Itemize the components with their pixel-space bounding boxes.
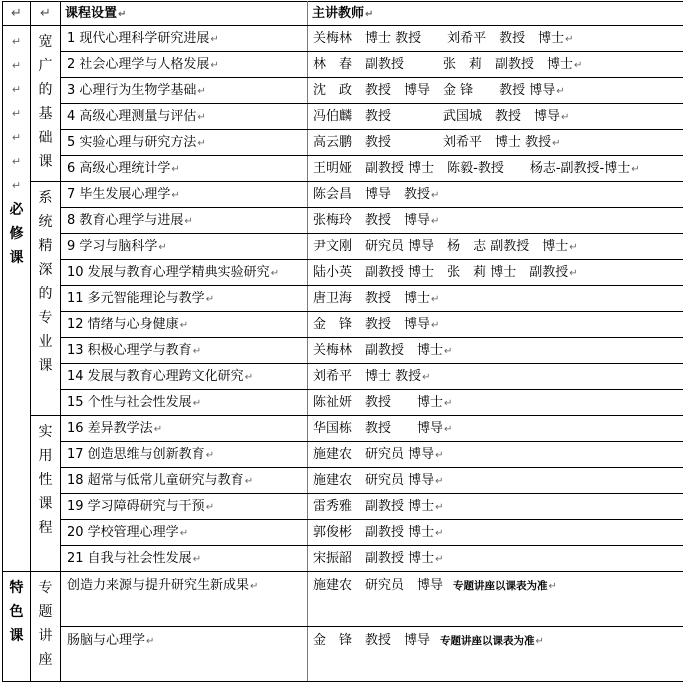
course-name: 8 教育心理学与进展	[67, 213, 183, 228]
course-name-cell	[61, 208, 308, 234]
course-name: 10 发展与教育心理学精典实验研究	[67, 265, 270, 280]
return-mark: ↵	[536, 636, 544, 647]
teacher-cell	[308, 468, 683, 494]
teacher-name: 施建农 研究员 博导	[313, 473, 434, 488]
course-name: 13 积极心理学与教育	[67, 343, 192, 358]
course-name: 2 社会心理学与人格发展	[67, 57, 209, 72]
teacher-name: 高云鹏 教授 刘希平 博士 教授	[313, 135, 551, 150]
course-name-cell	[61, 520, 308, 546]
course-column-header: 课程设置↵	[61, 2, 308, 26]
return-mark: ↵	[444, 424, 452, 435]
course-row	[3, 520, 683, 546]
course-name-cell	[61, 468, 308, 494]
teacher-name: 王明娅 副教授 博士 陈毅-教授 杨志-副教授-博士	[313, 161, 630, 176]
return-mark: ↵	[9, 30, 25, 54]
course-name-cell	[61, 26, 308, 52]
teacher-cell	[308, 312, 683, 338]
course-row	[3, 468, 683, 494]
return-mark: ↵	[146, 636, 154, 647]
teacher-name: 陆小英 副教授 博士 张 莉 博士 副教授	[313, 265, 568, 280]
return-mark: ↵	[154, 424, 162, 435]
return-mark: ↵	[193, 398, 201, 409]
teacher-name: 唐卫海 教授 博士	[313, 291, 430, 306]
course-name: 14 发展与教育心理跨文化研究	[67, 369, 244, 384]
course-name-cell	[61, 390, 308, 416]
teacher-name: 沈 政 教授 博导 金 锋 教授 博导	[313, 83, 555, 98]
return-mark: ↵	[171, 190, 179, 201]
group-lecture-label-text: 专题讲座	[38, 572, 54, 672]
return-mark: ↵	[9, 150, 25, 174]
teacher-column-header: 主讲教师↵	[308, 2, 683, 26]
return-mark: ↵	[565, 34, 573, 45]
course-name: 12 情绪与心身健康	[67, 317, 179, 332]
course-row	[3, 494, 683, 520]
return-mark: ↵	[197, 138, 205, 149]
course-row	[3, 338, 683, 364]
return-mark: ↵	[9, 78, 25, 102]
return-mark: ↵	[9, 126, 25, 150]
return-mark: ↵	[444, 398, 452, 409]
return-mark: ↵	[206, 294, 214, 305]
course-row	[3, 260, 683, 286]
course-row	[3, 78, 683, 104]
course-name: 19 学习障碍研究与干预	[67, 499, 205, 514]
teacher-cell	[308, 208, 683, 234]
course-name-cell	[61, 130, 308, 156]
return-mark: ↵	[569, 242, 577, 253]
return-mark: ↵	[250, 581, 258, 592]
course-row	[3, 416, 683, 442]
lecture-row	[3, 627, 683, 682]
teacher-cell	[308, 390, 683, 416]
return-mark: ↵	[245, 476, 253, 487]
teacher-name: 尹文刚 研究员 博导 杨 志 副教授 博士	[313, 239, 568, 254]
return-mark: ↵	[197, 86, 205, 97]
return-mark: ↵	[435, 476, 443, 487]
group-deep-label-text: 系统精深的专业课	[38, 182, 54, 378]
course-name: 15 个性与社会性发展	[67, 395, 192, 410]
course-name: 21 自我与社会性发展	[67, 551, 192, 566]
teacher-name: 金 锋 教授 博导	[313, 633, 430, 648]
return-mark: ↵	[206, 450, 214, 461]
group-deep-label	[31, 182, 61, 416]
teacher-name: 关梅林 副教授 博士	[313, 343, 443, 358]
course-row	[3, 234, 683, 260]
return-mark: ↵	[180, 320, 188, 331]
return-mark: ↵	[210, 60, 218, 71]
return-mark: ↵	[206, 502, 214, 513]
return-mark: ↵	[435, 528, 443, 539]
course-name: 18 超常与低常儿童研究与教育	[67, 473, 244, 488]
return-mark: ↵	[435, 450, 443, 461]
teacher-name: 关梅林 博士 教授 刘希平 教授 博士	[313, 31, 564, 46]
course-name-cell	[61, 182, 308, 208]
course-name-cell	[61, 78, 308, 104]
return-mark: ↵	[422, 372, 430, 383]
course-name: 创造力来源与提升研究生新成果	[67, 578, 249, 593]
teacher-cell	[308, 442, 683, 468]
teacher-cell	[308, 104, 683, 130]
return-mark: ↵	[9, 102, 25, 126]
return-mark: ↵	[631, 164, 639, 175]
course-row	[3, 286, 683, 312]
return-mark: ↵	[210, 34, 218, 45]
group-lecture-label	[31, 572, 61, 682]
return-mark: ↵	[556, 86, 564, 97]
course-name-cell	[61, 572, 308, 627]
course-row	[3, 364, 683, 390]
teacher-cell	[308, 520, 683, 546]
course-row	[3, 442, 683, 468]
teacher-name: 陈会昌 博导 教授	[313, 187, 430, 202]
teacher-name: 雷秀雅 副教授 博士	[313, 499, 434, 514]
course-name: 17 创造思维与创新教育	[67, 447, 205, 462]
return-mark: ↵	[444, 346, 452, 357]
teacher-cell	[308, 338, 683, 364]
course-name-cell	[61, 104, 308, 130]
header-mark-1: ↵	[3, 2, 31, 26]
teacher-cell	[308, 572, 683, 627]
group-practical-label	[31, 416, 61, 572]
return-mark: ↵	[193, 346, 201, 357]
teacher-cell	[308, 26, 683, 52]
return-mark: ↵	[245, 372, 253, 383]
course-name: 7 毕生发展心理学	[67, 187, 170, 202]
lecture-note: 专题讲座以课表为准	[440, 635, 535, 647]
teacher-name: 施建农 研究员 博导	[313, 578, 443, 593]
course-name-cell	[61, 627, 308, 682]
return-mark: ↵	[574, 60, 582, 71]
course-name: 肠脑与心理学	[67, 633, 145, 648]
teacher-name: 施建农 研究员 博导	[313, 447, 434, 462]
course-row	[3, 156, 683, 182]
return-mark: ↵	[561, 112, 569, 123]
course-name-cell	[61, 234, 308, 260]
course-row	[3, 546, 683, 572]
return-mark: ↵	[549, 581, 557, 592]
header-mark-2: ↵	[31, 2, 61, 26]
teacher-cell	[308, 182, 683, 208]
required-mark-stack	[9, 26, 25, 270]
return-mark: ↵	[435, 554, 443, 565]
return-mark: ↵	[431, 294, 439, 305]
return-mark: ↵	[193, 554, 201, 565]
teacher-cell	[308, 52, 683, 78]
return-mark: ↵	[435, 502, 443, 513]
return-mark: ↵	[158, 242, 166, 253]
teacher-cell	[308, 234, 683, 260]
course-name: 6 高级心理统计学	[67, 161, 170, 176]
course-name: 16 差异教学法	[67, 421, 153, 436]
return-mark: ↵	[171, 164, 179, 175]
group-broad-label-text: 宽广的基础课	[38, 26, 54, 174]
teacher-name: 华国栋 教授 博导	[313, 421, 443, 436]
return-mark: ↵	[431, 320, 439, 331]
course-name: 20 学校管理心理学	[67, 525, 179, 540]
lecture-note: 专题讲座以课表为准	[453, 580, 548, 592]
course-row	[3, 208, 683, 234]
teacher-cell	[308, 627, 683, 682]
return-mark: ↵	[184, 216, 192, 227]
course-name-cell	[61, 338, 308, 364]
course-name-cell	[61, 494, 308, 520]
teacher-name: 林 春 副教授 张 莉 副教授 博士	[313, 57, 573, 72]
course-name-cell	[61, 442, 308, 468]
special-label-text: 特色课	[9, 572, 25, 648]
course-name: 4 高级心理测量与评估	[67, 109, 196, 124]
lecture-row	[3, 572, 683, 627]
course-name: 9 学习与脑科学	[67, 239, 157, 254]
return-mark: ↵	[9, 174, 25, 198]
return-mark: ↵	[431, 190, 439, 201]
course-name-cell	[61, 260, 308, 286]
teacher-name: 张梅玲 教授 博导	[313, 213, 430, 228]
curriculum-table	[2, 1, 683, 682]
teacher-name: 冯伯麟 教授 武国城 教授 博导	[313, 109, 560, 124]
teacher-name: 陈祉妍 教授 博士	[313, 395, 443, 410]
course-row	[3, 312, 683, 338]
course-name: 11 多元智能理论与教学	[67, 291, 205, 306]
teacher-name: 宋振韶 副教授 博士	[313, 551, 434, 566]
course-name-cell	[61, 52, 308, 78]
return-mark: ↵	[552, 138, 560, 149]
teacher-name: 郭俊彬 副教授 博士	[313, 525, 434, 540]
teacher-name: 金 锋 教授 博导	[313, 317, 430, 332]
course-row	[3, 104, 683, 130]
teacher-cell	[308, 416, 683, 442]
teacher-cell	[308, 494, 683, 520]
course-row	[3, 26, 683, 52]
course-name-cell	[61, 364, 308, 390]
teacher-cell	[308, 546, 683, 572]
course-name-cell	[61, 156, 308, 182]
required-course-label	[3, 26, 31, 572]
course-name: 1 现代心理科学研究进展	[67, 31, 209, 46]
return-mark: ↵	[180, 528, 188, 539]
teacher-cell	[308, 286, 683, 312]
teacher-cell	[308, 364, 683, 390]
group-practical-label-text: 实用性课程	[38, 416, 54, 540]
return-mark: ↵	[271, 268, 279, 279]
teacher-cell	[308, 260, 683, 286]
course-row	[3, 182, 683, 208]
teacher-cell	[308, 130, 683, 156]
return-mark: ↵	[197, 112, 205, 123]
return-mark: ↵	[569, 268, 577, 279]
return-mark: ↵	[9, 54, 25, 78]
required-label-text: 必修课	[9, 198, 25, 270]
course-name-cell	[61, 546, 308, 572]
course-name: 3 心理行为生物学基础	[67, 83, 196, 98]
course-name: 5 实验心理与研究方法	[67, 135, 196, 150]
teacher-cell	[308, 156, 683, 182]
header-row	[3, 2, 683, 26]
return-mark: ↵	[431, 216, 439, 227]
course-row	[3, 52, 683, 78]
course-row	[3, 130, 683, 156]
course-name-cell	[61, 416, 308, 442]
course-row	[3, 390, 683, 416]
teacher-cell	[308, 78, 683, 104]
group-broad-label	[31, 26, 61, 182]
course-name-cell	[61, 312, 308, 338]
teacher-name: 刘希平 博士 教授	[313, 369, 421, 384]
course-name-cell	[61, 286, 308, 312]
special-course-label	[3, 572, 31, 682]
